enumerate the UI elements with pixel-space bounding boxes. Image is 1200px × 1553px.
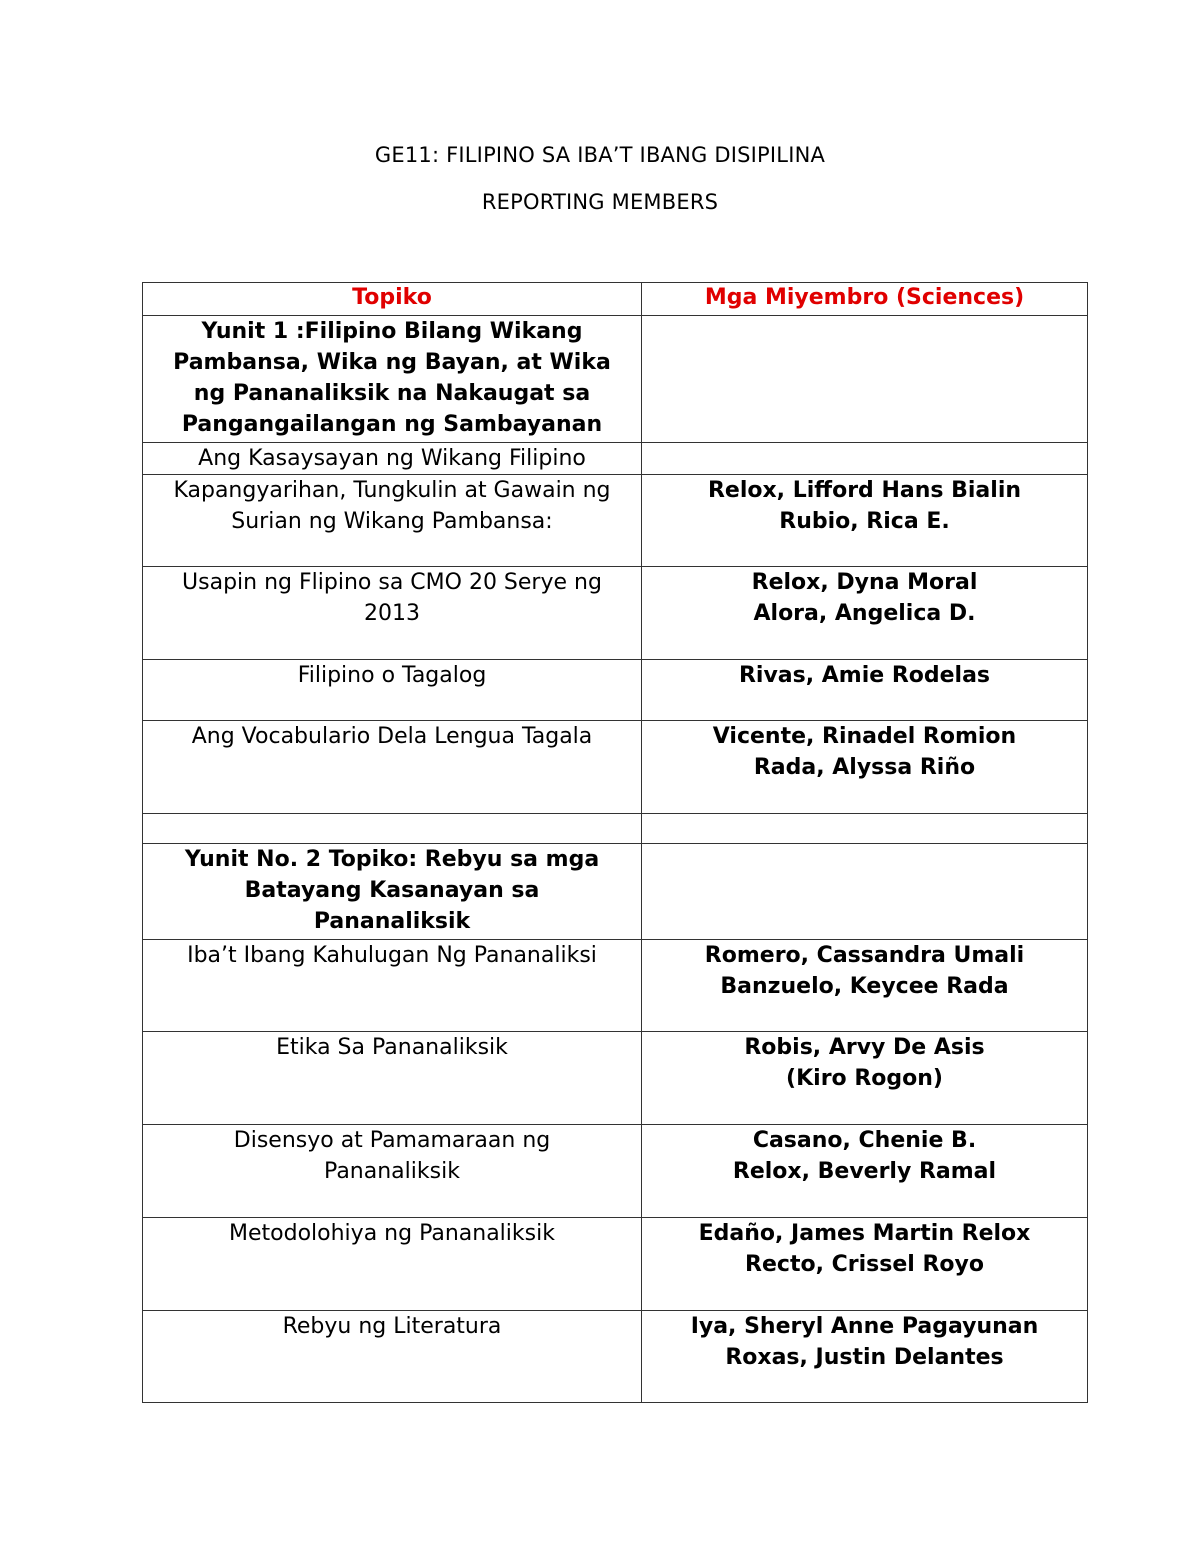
- table-row: [143, 940, 1088, 1032]
- topic-line: Pananaliksik: [324, 1159, 460, 1184]
- topic-line: Ang Vocabulario Dela Lengua Tagala: [191, 724, 593, 749]
- table-header-row: [143, 283, 1088, 316]
- member-name: Rada, Alyssa Riño: [753, 755, 976, 780]
- member-name: Edaño, James Martin Relox: [698, 1221, 1031, 1246]
- topic-cell: [143, 660, 642, 721]
- table-row: [143, 316, 1088, 443]
- topic-cell: [143, 443, 642, 475]
- topic-line: Usapin ng Flipino sa CMO 20 Serye ng: [182, 570, 602, 595]
- member-name: Recto, Crissel Royo: [745, 1252, 984, 1277]
- member-name: Rivas, Amie Rodelas: [738, 663, 991, 688]
- table-row: [143, 567, 1088, 660]
- topic-cell: [143, 316, 642, 443]
- topic-cell: [143, 475, 642, 567]
- member-name: (Kiro Rogon): [786, 1066, 943, 1091]
- table-row: [143, 1311, 1088, 1403]
- topic-line: Pangangailangan ng Sambayanan: [181, 412, 603, 437]
- members-cell: [642, 1311, 1088, 1403]
- table-row: [143, 475, 1088, 567]
- topic-line: Surian ng Wikang Pambansa:: [231, 509, 553, 534]
- topic-cell: [143, 567, 642, 660]
- topic-line: Rebyu ng Literatura: [282, 1314, 502, 1339]
- member-name: Relox, Beverly Ramal: [732, 1159, 997, 1184]
- members-cell: [642, 567, 1088, 660]
- topic-line: Ang Kasaysayan ng Wikang Filipino: [198, 446, 586, 471]
- topic-line: Filipino o Tagalog: [297, 663, 487, 688]
- members-cell: [642, 475, 1088, 567]
- members-cell: [642, 721, 1088, 814]
- member-name: Robis, Arvy De Asis: [744, 1035, 985, 1060]
- topic-line: Yunit 1 :Filipino Bilang Wikang: [201, 319, 583, 344]
- document-subtitle: REPORTING MEMBERS: [481, 190, 719, 214]
- topic-cell: [143, 1311, 642, 1403]
- topic-cell: [143, 1032, 642, 1125]
- topic-line: Batayang Kasanayan sa: [244, 878, 540, 903]
- members-cell: [642, 814, 1088, 844]
- members-cell: [642, 660, 1088, 721]
- table-row: [143, 1032, 1088, 1125]
- table-row: [143, 660, 1088, 721]
- topic-cell: [143, 721, 642, 814]
- document-title: GE11: FILIPINO SA IBA’T IBANG DISIPILINA: [374, 143, 826, 167]
- topic-line: Yunit No. 2 Topiko: Rebyu sa mga: [184, 847, 600, 872]
- member-name: Casano, Chenie B.: [752, 1128, 977, 1153]
- member-name: Relox, Dyna Moral: [751, 570, 978, 595]
- topic-line: Pambansa, Wika ng Bayan, at Wika: [173, 350, 611, 375]
- table-row-empty: [143, 814, 1088, 844]
- topic-line: ng Pananaliksik na Nakaugat sa: [193, 381, 591, 406]
- table-row: [143, 721, 1088, 814]
- topic-line: Kapangyarihan, Tungkulin at Gawain ng: [173, 478, 611, 503]
- members-cell: [642, 940, 1088, 1032]
- topic-cell: [143, 940, 642, 1032]
- topic-cell: [143, 1125, 642, 1218]
- table-row: [143, 1125, 1088, 1218]
- table-row: [143, 1218, 1088, 1311]
- topic-line: Metodolohiya ng Pananaliksik: [229, 1221, 555, 1246]
- table-row: [143, 443, 1088, 475]
- member-name: Roxas, Justin Delantes: [725, 1345, 1004, 1370]
- members-cell: [642, 443, 1088, 475]
- members-cell: [642, 316, 1088, 443]
- members-cell: [642, 1032, 1088, 1125]
- table-row: [143, 844, 1088, 940]
- member-name: Rubio, Rica E.: [779, 509, 950, 534]
- member-name: Iya, Sheryl Anne Pagayunan: [690, 1314, 1039, 1339]
- member-name: Banzuelo, Keycee Rada: [720, 974, 1009, 999]
- header-members: Mga Miyembro (Sciences): [642, 283, 1088, 316]
- header-topic: Topiko: [143, 283, 642, 316]
- member-name: Romero, Cassandra Umali: [704, 943, 1025, 968]
- members-cell: [642, 844, 1088, 940]
- topic-line: 2013: [364, 601, 420, 626]
- members-cell: [642, 1125, 1088, 1218]
- topic-line: Etika Sa Pananaliksik: [276, 1035, 508, 1060]
- member-name: Alora, Angelica D.: [753, 601, 976, 626]
- members-cell: [642, 1218, 1088, 1311]
- topic-cell: [143, 844, 642, 940]
- reporting-members-table: [142, 282, 1088, 1403]
- topic-cell: [143, 814, 642, 844]
- topic-line: Iba’t Ibang Kahulugan Ng Pananaliksi: [187, 943, 597, 968]
- topic-line: Pananaliksik: [313, 909, 471, 934]
- topic-line: Disensyo at Pamamaraan ng: [233, 1128, 551, 1153]
- member-name: Vicente, Rinadel Romion: [712, 724, 1017, 749]
- member-name: Relox, Lifford Hans Bialin: [707, 478, 1022, 503]
- topic-cell: [143, 1218, 642, 1311]
